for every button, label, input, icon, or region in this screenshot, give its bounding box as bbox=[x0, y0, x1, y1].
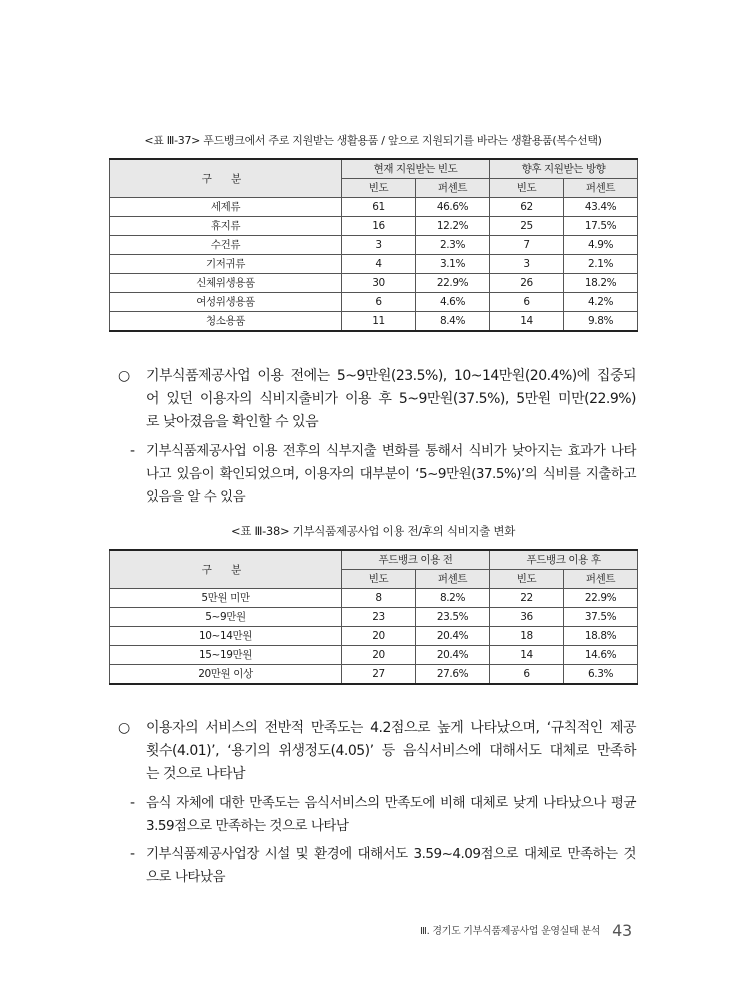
table-row bbox=[110, 198, 638, 217]
table-cell: 3 bbox=[490, 255, 564, 274]
table-cell: 25 bbox=[490, 217, 564, 236]
table-row bbox=[110, 236, 638, 255]
table-cell: 18.8% bbox=[564, 627, 638, 646]
table1-subheader: 빈도 bbox=[342, 179, 416, 198]
paragraph-satisfaction bbox=[146, 717, 636, 786]
table-cell: 27.6% bbox=[416, 665, 490, 685]
table-cell: 6.3% bbox=[564, 665, 638, 685]
paragraph-expense-change bbox=[146, 440, 636, 509]
table-cell: 37.5% bbox=[564, 608, 638, 627]
table-cell: 17.5% bbox=[564, 217, 638, 236]
table-cell: 8.4% bbox=[416, 312, 490, 332]
row-label-cell: 세제류 bbox=[110, 198, 342, 217]
table-cell: 8.2% bbox=[416, 589, 490, 608]
table-cell: 61 bbox=[342, 198, 416, 217]
table-cell: 2.3% bbox=[416, 236, 490, 255]
paragraph-facility-satisfaction bbox=[146, 843, 636, 889]
page-number: 43 bbox=[612, 921, 632, 940]
table-row bbox=[110, 274, 638, 293]
table-cell: 20 bbox=[342, 627, 416, 646]
paragraph-line: 로 낮아졌음을 확인할 수 있음 bbox=[146, 414, 319, 430]
row-label-cell: 5만원 미만 bbox=[110, 589, 342, 608]
row-label-cell: 휴지류 bbox=[110, 217, 342, 236]
table-cell: 36 bbox=[490, 608, 564, 627]
row-label-cell: 20만원 이상 bbox=[110, 665, 342, 685]
paragraph-food-expense bbox=[146, 365, 636, 434]
row-label-cell: 여성위생용품 bbox=[110, 293, 342, 312]
table2-body bbox=[110, 589, 638, 685]
table2-header-group2: 푸드뱅크 이용 후 bbox=[490, 550, 638, 570]
table1 bbox=[109, 158, 638, 332]
table-cell: 16 bbox=[342, 217, 416, 236]
bullet-circle: ○ bbox=[118, 720, 131, 736]
table2-caption: <표 Ⅲ-38> 기부식품제공사업 이용 전/후의 식비지출 변화 bbox=[230, 524, 516, 538]
table-cell: 30 bbox=[342, 274, 416, 293]
paragraph-food-satisfaction bbox=[146, 792, 636, 838]
table2-subheader: 퍼센트 bbox=[416, 570, 490, 589]
table-cell: 14.6% bbox=[564, 646, 638, 665]
table-cell: 7 bbox=[490, 236, 564, 255]
paragraph-line: 3.59점으로 만족하는 것으로 나타남 bbox=[146, 818, 349, 834]
paragraph-line: 어 있던 이용자의 식비지출비가 이용 후 5~9만원(37.5%), 5만원 미만(22.9%) bbox=[146, 391, 636, 407]
table-cell: 4.9% bbox=[564, 236, 638, 255]
table-cell: 6 bbox=[490, 293, 564, 312]
table-cell: 4.6% bbox=[416, 293, 490, 312]
table-row bbox=[110, 589, 638, 608]
table-cell: 43.4% bbox=[564, 198, 638, 217]
table-cell: 27 bbox=[342, 665, 416, 685]
table-cell: 3.1% bbox=[416, 255, 490, 274]
bullet-circle: ○ bbox=[118, 368, 131, 384]
paragraph-line: 나고 있음이 확인되었으며, 이용자의 대부분이 ‘5~9만원(37.5%)’의 식비를 지출하고 bbox=[146, 466, 636, 482]
bullet-dash: - bbox=[130, 443, 136, 459]
paragraph-line: 음식 자체에 대한 만족도는 음식서비스의 만족도에 비해 대체로 낮게 나타났으나 평균 bbox=[146, 795, 636, 811]
table-row bbox=[110, 255, 638, 274]
row-label-cell: 10~14만원 bbox=[110, 627, 342, 646]
paragraph-line: 기부식품제공사업 이용 전후의 식부지출 변화를 통해서 식비가 낮아지는 효과가 나타 bbox=[146, 443, 636, 459]
row-label-cell: 기저귀류 bbox=[110, 255, 342, 274]
table-cell: 8 bbox=[342, 589, 416, 608]
table1-subheader: 퍼센트 bbox=[564, 179, 638, 198]
bullet-dash: - bbox=[130, 795, 136, 811]
table-cell: 22 bbox=[490, 589, 564, 608]
table-cell: 14 bbox=[490, 646, 564, 665]
table2-header-gubun: 구 분 bbox=[110, 550, 342, 589]
paragraph-line: 는 것으로 나타남 bbox=[146, 766, 246, 782]
table1-subheader: 퍼센트 bbox=[416, 179, 490, 198]
table-cell: 46.6% bbox=[416, 198, 490, 217]
table-cell: 12.2% bbox=[416, 217, 490, 236]
row-label-cell: 청소용품 bbox=[110, 312, 342, 332]
row-label-cell: 15~19만원 bbox=[110, 646, 342, 665]
row-label-cell: 수건류 bbox=[110, 236, 342, 255]
table-cell: 4 bbox=[342, 255, 416, 274]
table-row bbox=[110, 293, 638, 312]
table-cell: 23.5% bbox=[416, 608, 490, 627]
table-cell: 18.2% bbox=[564, 274, 638, 293]
paragraph-line: 기부식품제공사업 이용 전에는 5~9만원(23.5%), 10~14만원(20.4%)에 집중되 bbox=[146, 368, 636, 384]
paragraph-line: 기부식품제공사업장 시설 및 환경에 대해서도 3.59~4.09점으로 대체로 만족하는 것 bbox=[146, 846, 636, 862]
row-label-cell: 5~9만원 bbox=[110, 608, 342, 627]
table-row bbox=[110, 312, 638, 332]
table-cell: 2.1% bbox=[564, 255, 638, 274]
table-cell: 6 bbox=[342, 293, 416, 312]
table2-subheader: 빈도 bbox=[342, 570, 416, 589]
paragraph-line: 으로 나타났음 bbox=[146, 869, 226, 885]
table-cell: 22.9% bbox=[416, 274, 490, 293]
table-row bbox=[110, 608, 638, 627]
table-row bbox=[110, 646, 638, 665]
table1-header-group1: 현재 지원받는 빈도 bbox=[342, 159, 490, 179]
table-cell: 11 bbox=[342, 312, 416, 332]
table1-caption: <표 Ⅲ-37> 푸드뱅크에서 주로 지원받는 생활용품 / 앞으로 지원되기를 바라는 생활용품(복수선택) bbox=[144, 134, 602, 147]
table-cell: 20 bbox=[342, 646, 416, 665]
table-cell: 23 bbox=[342, 608, 416, 627]
paragraph-line: 이용자의 서비스의 전반적 만족도는 4.2점으로 높게 나타났으며, ‘규칙적인 제공 bbox=[146, 720, 636, 736]
row-label-cell: 신체위생용품 bbox=[110, 274, 342, 293]
table-cell: 14 bbox=[490, 312, 564, 332]
table-cell: 20.4% bbox=[416, 646, 490, 665]
paragraph-line: 있음을 알 수 있음 bbox=[146, 489, 246, 505]
table-cell: 4.2% bbox=[564, 293, 638, 312]
table2-header-group1: 푸드뱅크 이용 전 bbox=[342, 550, 490, 570]
bullet-dash: - bbox=[130, 846, 136, 862]
paragraph-line: 횟수(4.01)’, ‘용기의 위생정도(4.05)’ 등 음식서비스에 대해서도 대체로 만족하 bbox=[146, 743, 636, 759]
table-cell: 3 bbox=[342, 236, 416, 255]
table-row bbox=[110, 217, 638, 236]
table1-header-group2: 향후 지원받는 방향 bbox=[490, 159, 638, 179]
table2-subheader: 빈도 bbox=[490, 570, 564, 589]
table2-subheader: 퍼센트 bbox=[564, 570, 638, 589]
table1-subheader: 빈도 bbox=[490, 179, 564, 198]
table-cell: 26 bbox=[490, 274, 564, 293]
table2 bbox=[109, 549, 638, 685]
table-row bbox=[110, 665, 638, 685]
table-cell: 62 bbox=[490, 198, 564, 217]
table-cell: 18 bbox=[490, 627, 564, 646]
footer-chapter: Ⅲ. 경기도 기부식품제공사업 운영실태 분석 bbox=[420, 926, 601, 937]
table1-body bbox=[110, 198, 638, 332]
table-row bbox=[110, 627, 638, 646]
table-cell: 9.8% bbox=[564, 312, 638, 332]
table-cell: 20.4% bbox=[416, 627, 490, 646]
page-footer bbox=[420, 921, 638, 940]
table1-header-gubun: 구 분 bbox=[110, 159, 342, 198]
table-cell: 6 bbox=[490, 665, 564, 685]
table-cell: 22.9% bbox=[564, 589, 638, 608]
